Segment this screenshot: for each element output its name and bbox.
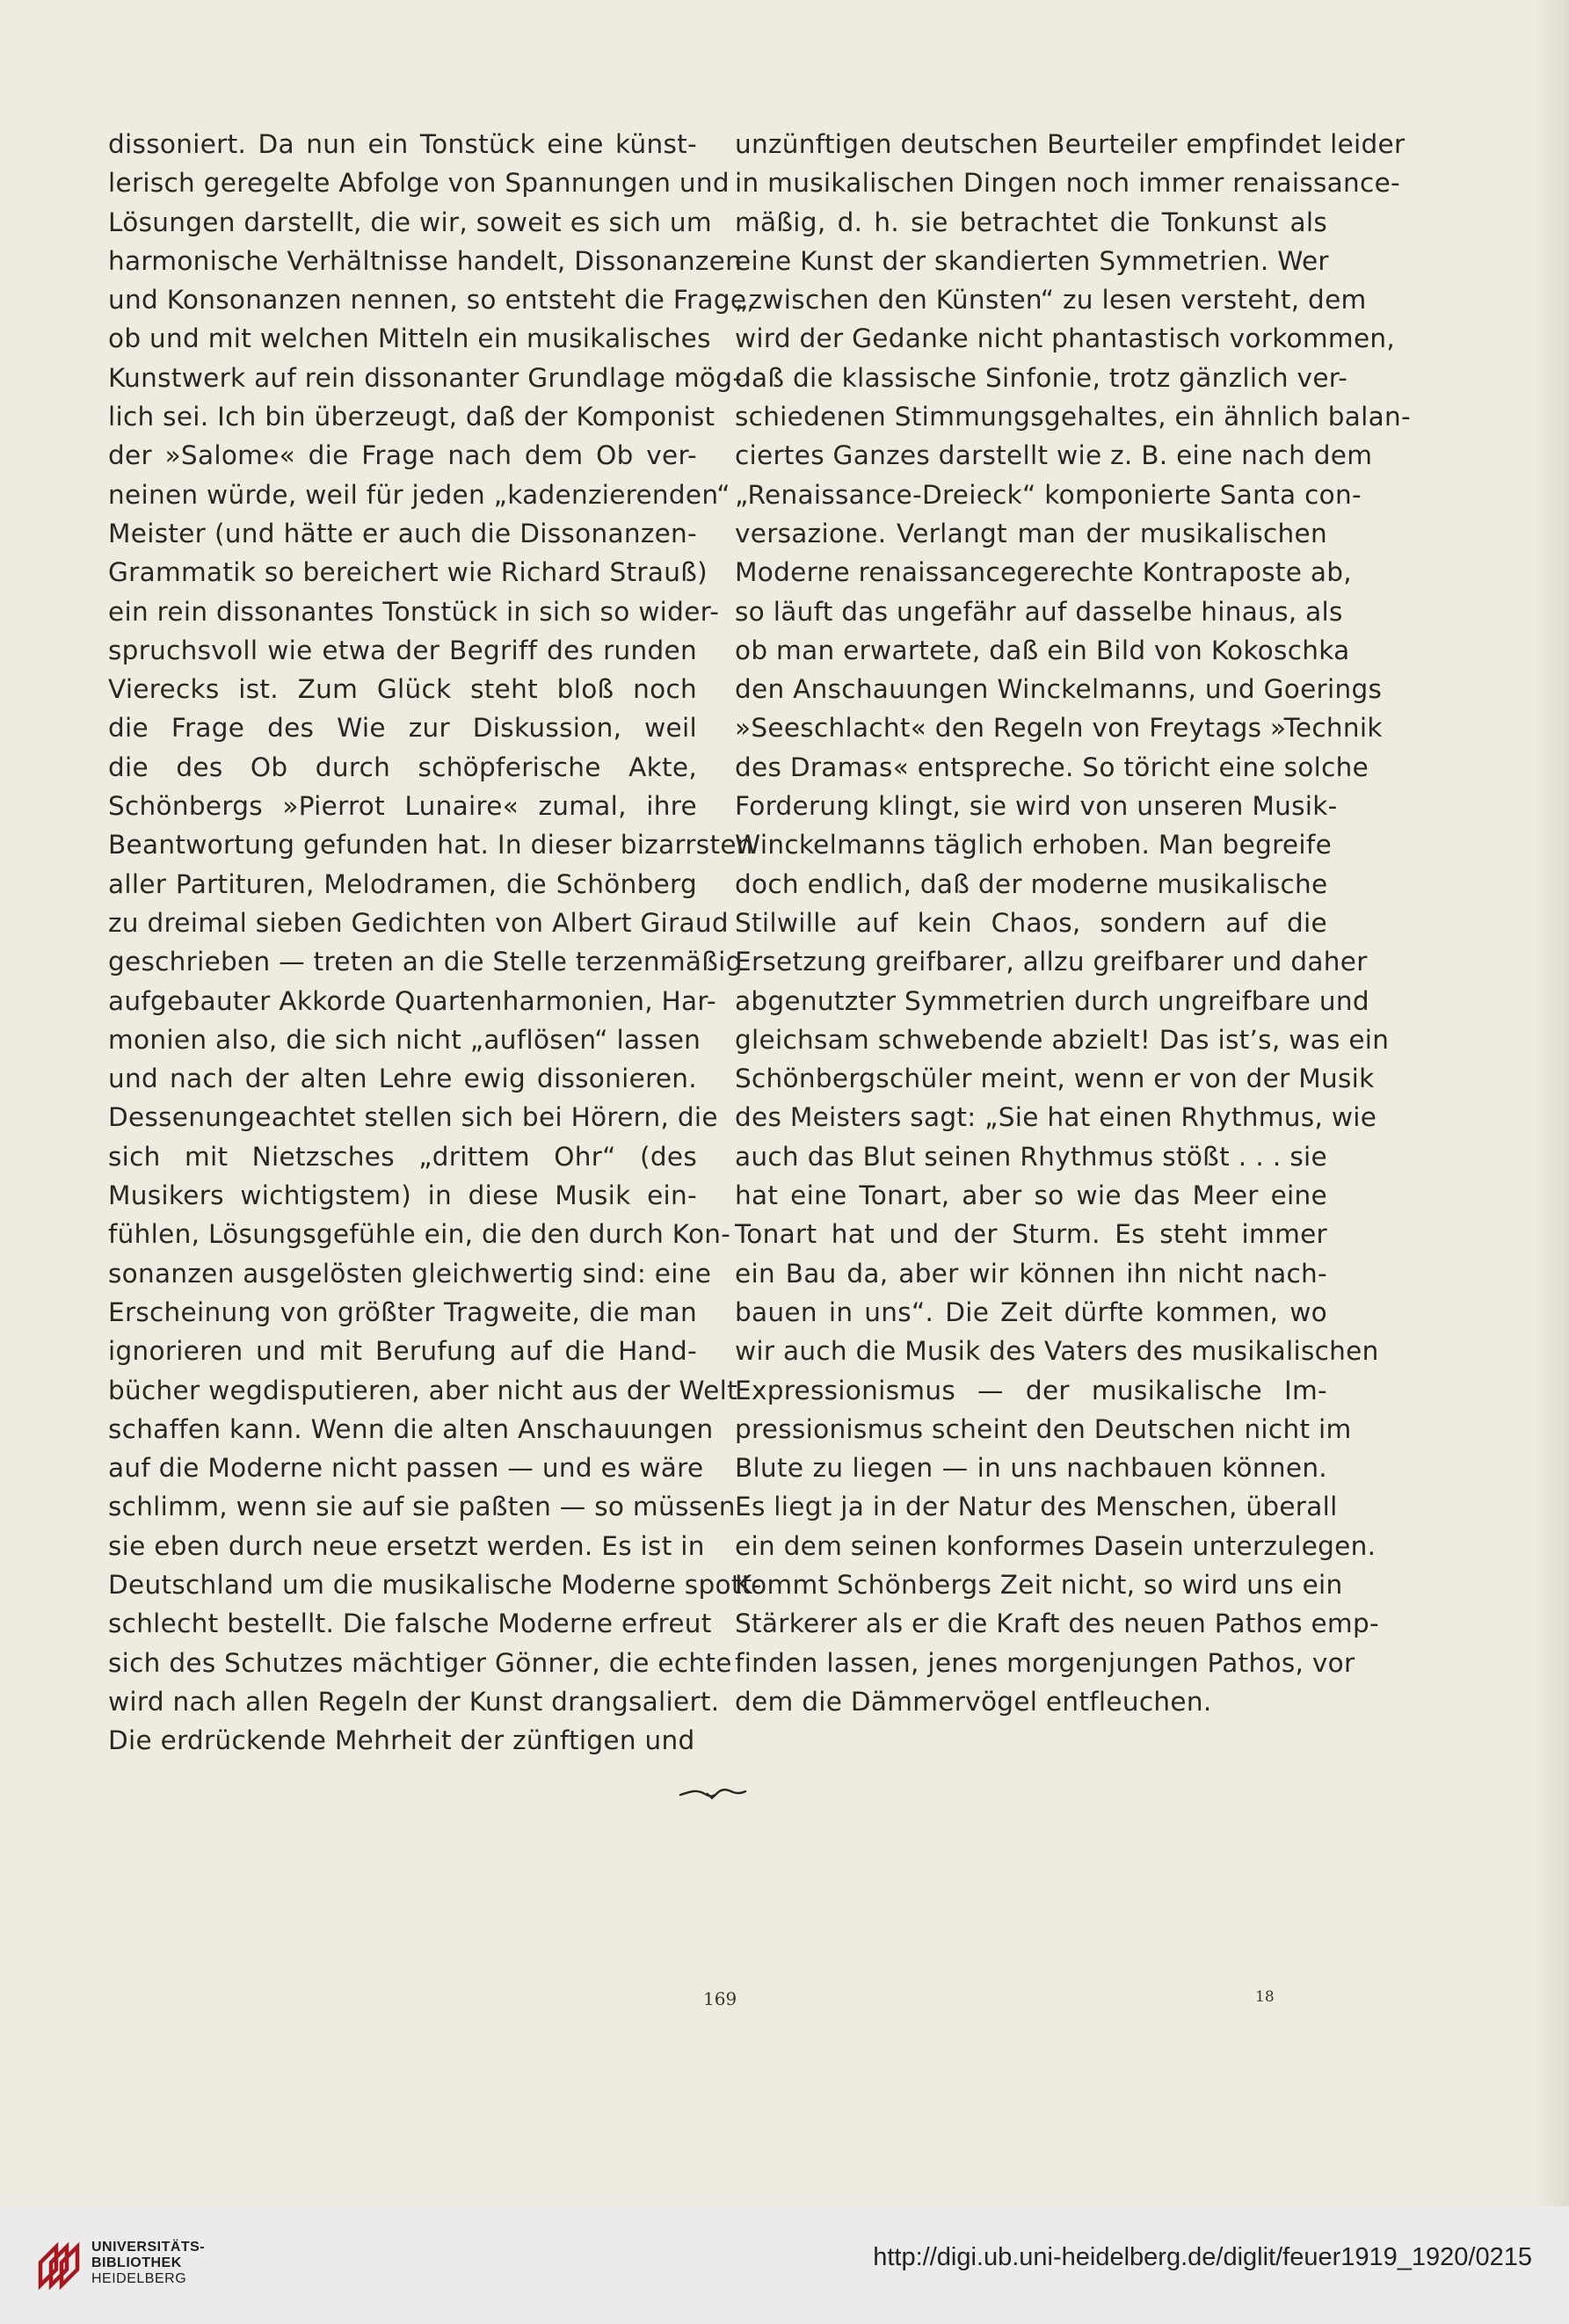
text-line: bauen in uns“. Die Zeit dürfte kommen, wo <box>735 1296 1327 1327</box>
text-line: abgenutzter Symmetrien durch ungreifbare und <box>735 985 1369 1016</box>
library-name-line: UNIVERSITÄTS- <box>91 2240 206 2255</box>
text-line: aufgebauter Akkorde Quartenharmonien, Har- <box>108 985 716 1016</box>
text-line: mäßig, d. h. sie betrachtet die Tonkunst als <box>735 207 1327 237</box>
text-line: Schönbergschüler meint, wenn er von der Musik <box>735 1064 1375 1094</box>
text-line: Kunstwerk auf rein dissonanter Grundlage mög- <box>108 362 743 393</box>
text-line: sonanzen ausgelösten gleichwertig sind: eine <box>108 1258 712 1289</box>
text-line: versazione. Verlangt man der musikalischen <box>735 518 1327 548</box>
text-line: doch endlich, daß der moderne musikalische <box>735 868 1328 899</box>
text-line: dissoniert. Da nun ein Tonstück eine künst- <box>108 129 697 159</box>
text-line: aller Partituren, Melodramen, die Schönberg <box>108 868 697 899</box>
ornament-divider-icon <box>677 1783 747 1804</box>
text-line: hat eine Tonart, aber so wie das Meer eine <box>735 1180 1327 1211</box>
text-line: die Frage des Wie zur Diskussion, weil <box>108 713 697 744</box>
text-line: Stilwille auf kein Chaos, sondern auf die <box>735 907 1327 938</box>
text-line: lich sei. Ich bin überzeugt, daß der Komponist <box>108 402 715 432</box>
text-line: Dessenungeachtet stellen sich bei Hörern, die <box>108 1102 718 1133</box>
library-logo-icon <box>35 2236 90 2291</box>
text-line: schlimm, wenn sie auf sie paßten — so müssen <box>108 1492 736 1522</box>
text-line: Tonart hat und der Sturm. Es steht immer <box>735 1219 1327 1250</box>
page-number: 169 <box>703 1988 737 2009</box>
left-text-column <box>108 125 762 1760</box>
text-line: des Dramas« entspreche. So töricht eine solche <box>735 752 1369 782</box>
text-line: in musikalischen Dingen noch immer renaissance- <box>735 168 1400 199</box>
text-line: Expressionismus — der musikalische Im- <box>735 1375 1327 1405</box>
text-line: wird der Gedanke nicht phantastisch vorkommen, <box>735 323 1396 354</box>
text-line: auf die Moderne nicht passen — und es wäre <box>108 1453 704 1484</box>
footer-bar <box>0 2206 1569 2324</box>
text-line: schlecht bestellt. Die falsche Moderne erfreut <box>108 1609 712 1639</box>
text-line: Die erdrückende Mehrheit der zünftigen und <box>108 1725 695 1756</box>
text-line: Meister (und hätte er auch die Dissonanzen- <box>108 518 697 548</box>
text-line: wir auch die Musik des Vaters des musikalischen <box>735 1336 1379 1367</box>
text-line: ob man erwartete, daß ein Bild von Kokoschka <box>735 635 1350 665</box>
text-line: monien also, die sich nicht „auflösen“ lassen <box>108 1024 701 1055</box>
text-line: sich des Schutzes mächtiger Gönner, die echte <box>108 1647 732 1678</box>
text-line: Stärkerer als er die Kraft des neuen Pathos emp- <box>735 1609 1379 1639</box>
text-line: Ersetzung greifbarer, allzu greifbarer und daher <box>735 947 1368 977</box>
text-line: Kommt Schönbergs Zeit nicht, so wird uns ein <box>735 1569 1343 1600</box>
text-line: Moderne renaissancegerechte Kontraposte ab, <box>735 557 1352 588</box>
right-text-column <box>735 125 1411 1721</box>
text-line: Beantwortung gefunden hat. In dieser bizarrsten <box>108 830 753 861</box>
text-line: daß die klassische Sinfonie, trotz gänzlich ver- <box>735 362 1348 393</box>
library-city: HEIDELBERG <box>91 2271 187 2286</box>
text-line: und nach der alten Lehre ewig dissonieren. <box>108 1064 697 1094</box>
text-line: des Meisters sagt: „Sie hat einen Rhythmus, wie <box>735 1102 1377 1133</box>
text-line: zu dreimal sieben Gedichten von Albert Giraud <box>108 907 729 938</box>
text-line: Winckelmanns täglich erhoben. Man begreife <box>735 830 1333 861</box>
text-line: Deutschland um die musikalische Moderne spott- <box>108 1569 762 1600</box>
text-line: eine Kunst der skandierten Symmetrien. Wer <box>735 245 1329 276</box>
text-line: „Renaissance-Dreieck“ komponierte Santa con- <box>735 479 1362 510</box>
text-line: »Seeschlacht« den Regeln von Freytags »Technik <box>735 713 1383 744</box>
text-line: Erscheinung von größter Tragweite, die man <box>108 1296 697 1327</box>
text-line: Forderung klingt, sie wird von unseren Musik- <box>735 791 1338 822</box>
text-line: Blute zu liegen — in uns nachbauen können. <box>735 1453 1327 1484</box>
text-line: pressionismus scheint den Deutschen nicht im <box>735 1413 1352 1444</box>
signature-mark: 18 <box>1255 1988 1275 2006</box>
text-line: auch das Blut seinen Rhythmus stößt . . . sie <box>735 1141 1327 1172</box>
library-name <box>91 2240 205 2287</box>
text-line: der »Salome« die Frage nach dem Ob ver- <box>108 440 697 471</box>
text-line: geschrieben — treten an die Stelle terzenmäßig <box>108 947 743 977</box>
text-line: sie eben durch neue ersetzt werden. Es ist in <box>108 1530 705 1561</box>
text-line: den Anschauungen Winckelmanns, und Goerings <box>735 674 1383 705</box>
text-line: finden lassen, jenes morgenjungen Pathos, vor <box>735 1647 1355 1678</box>
text-line: fühlen, Lösungsgefühle ein, die den durch Kon- <box>108 1219 731 1250</box>
text-line: Vierecks ist. Zum Glück steht bloß noch <box>108 674 697 705</box>
text-line: die des Ob durch schöpferische Akte, <box>108 752 697 782</box>
text-line: unzünftigen deutschen Beurteiler empfindet leider <box>735 129 1406 159</box>
text-line: ein dem seinen konformes Dasein unterzulegen. <box>735 1530 1377 1561</box>
text-line: dem die Dämmervögel entfleuchen. <box>735 1686 1212 1717</box>
text-line: Schönbergs »Pierrot Lunaire« zumal, ihre <box>108 791 697 822</box>
text-line: harmonische Verhältnisse handelt, Dissonanzen <box>108 245 743 276</box>
permalink-url[interactable]: http://digi.ub.uni-heidelberg.de/diglit/feuer1919_1920/0215 <box>873 2243 1532 2271</box>
text-line: schaffen kann. Wenn die alten Anschauungen <box>108 1413 714 1444</box>
text-line: ein rein dissonantes Tonstück in sich so wider- <box>108 596 720 627</box>
text-line: sich mit Nietzsches „drittem Ohr“ (des <box>108 1141 697 1172</box>
text-line: und Konsonanzen nennen, so entsteht die Frage, <box>108 285 756 316</box>
text-line: gleichsam schwebende abzielt! Das ist’s, was ein <box>735 1024 1390 1055</box>
text-line: so läuft das ungefähr auf dasselbe hinaus, als <box>735 596 1343 627</box>
text-line: ein Bau da, aber wir können ihn nicht nach- <box>735 1258 1327 1289</box>
text-line: schiedenen Stimmungsgehaltes, ein ähnlich balan- <box>735 402 1411 432</box>
text-line: „zwischen den Künsten“ zu lesen versteht, dem <box>735 285 1367 316</box>
library-name-line: BIBLIOTHEK <box>91 2255 182 2270</box>
text-line: ciertes Ganzes darstellt wie z. B. eine nach dem <box>735 440 1373 471</box>
text-line: Lösungen darstellt, die wir, soweit es sich um <box>108 207 712 237</box>
text-line: wird nach allen Regeln der Kunst drangsaliert. <box>108 1686 720 1717</box>
text-line: spruchsvoll wie etwa der Begriff des runden <box>108 635 697 665</box>
text-line: ignorieren und mit Berufung auf die Hand- <box>108 1336 697 1367</box>
text-line: lerisch geregelte Abfolge von Spannungen und <box>108 168 730 199</box>
text-line: Es liegt ja in der Natur des Menschen, überall <box>735 1492 1338 1522</box>
text-line: ob und mit welchen Mitteln ein musikalisches <box>108 323 711 354</box>
text-line: Musikers wichtigstem) in diese Musik ein- <box>108 1180 697 1211</box>
text-line: neinen würde, weil für jeden „kadenzierenden“ <box>108 479 730 510</box>
text-line: bücher wegdisputieren, aber nicht aus der Welt <box>108 1375 737 1405</box>
text-line: Grammatik so bereichert wie Richard Strauß) <box>108 557 708 588</box>
